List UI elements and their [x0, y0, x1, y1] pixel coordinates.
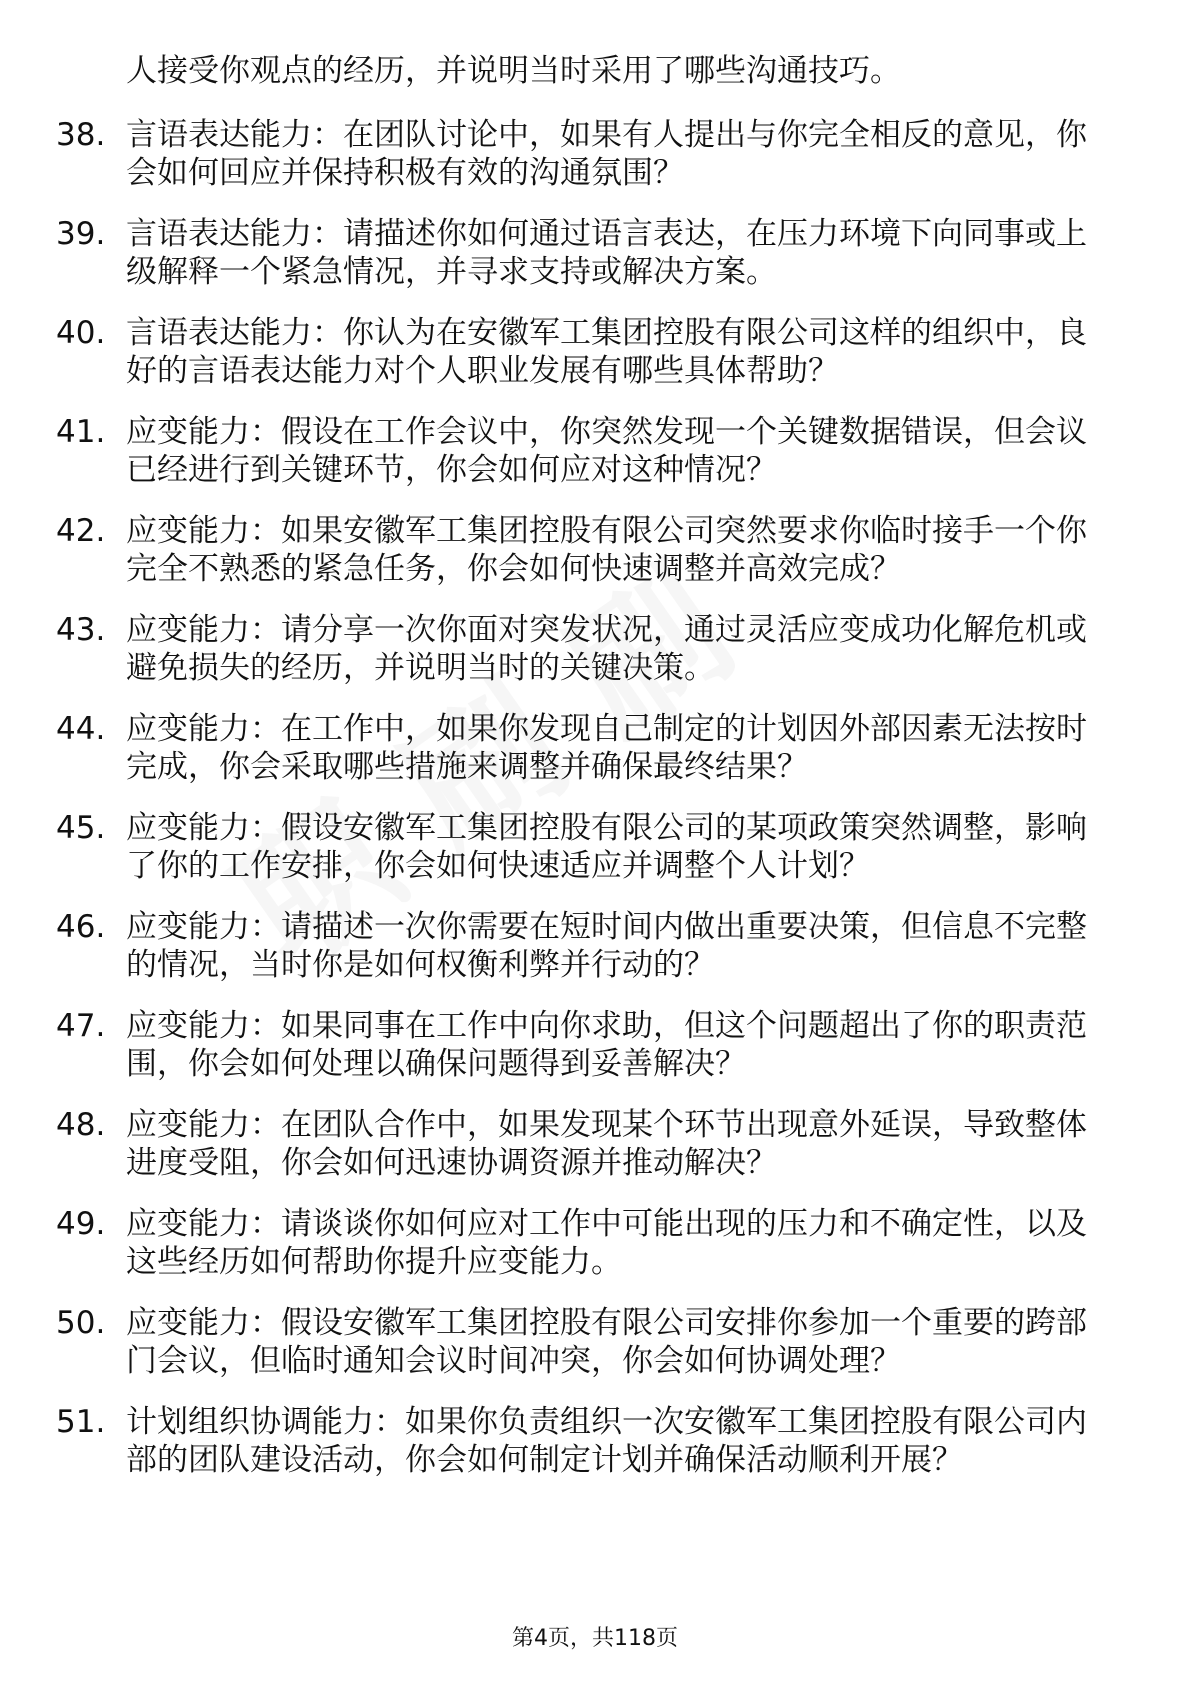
- item-text: 应变能力：假设安徽军工集团控股有限公司的某项政策突然调整，影响了你的工作安排，你会如何快速适应并调整个人计划？: [126, 810, 1087, 884]
- continuation-text: 人接受你观点的经历，并说明当时采用了哪些沟通技巧。: [126, 53, 901, 89]
- item-text: 应变能力：在工作中，如果你发现自己制定的计划因外部因素无法按时完成，你会采取哪些措施来调整并确保最终结果？: [126, 711, 1087, 785]
- item-number: 49.: [56, 1206, 106, 1242]
- item-number: 42.: [56, 513, 106, 549]
- item-number: 39.: [56, 216, 106, 252]
- list-item: [56, 512, 1116, 588]
- item-text: 言语表达能力：请描述你如何通过语言表达，在压力环境下向同事或上级解释一个紧急情况，并寻求支持或解决方案。: [126, 216, 1087, 290]
- item-text: 应变能力：如果安徽军工集团控股有限公司突然要求你临时接手一个你完全不熟悉的紧急任务，你会如何快速调整并高效完成？: [126, 513, 1087, 587]
- list-item: [56, 1007, 1116, 1083]
- item-number: 44.: [56, 711, 106, 747]
- item-number: 40.: [56, 315, 106, 351]
- item-text: 应变能力：假设在工作会议中，你突然发现一个关键数据错误，但会议已经进行到关键环节，你会如何应对这种情况？: [126, 414, 1087, 488]
- item-text: 应变能力：假设安徽军工集团控股有限公司安排你参加一个重要的跨部门会议，但临时通知会议时间冲突，你会如何协调处理？: [126, 1305, 1087, 1379]
- item-number: 46.: [56, 909, 106, 945]
- item-number: 48.: [56, 1107, 106, 1143]
- item-text: 应变能力：在团队合作中，如果发现某个环节出现意外延误，导致整体进度受阻，你会如何迅速协调资源并推动解决？: [126, 1107, 1087, 1181]
- item-number: 51.: [56, 1404, 106, 1440]
- item-text: 应变能力：请谈谈你如何应对工作中可能出现的压力和不确定性，以及这些经历如何帮助你提升应变能力。: [126, 1206, 1087, 1280]
- item-number: 47.: [56, 1008, 106, 1044]
- list-item: [56, 413, 1116, 489]
- list-item: [56, 1304, 1116, 1380]
- item-text: 言语表达能力：你认为在安徽军工集团控股有限公司这样的组织中，良好的言语表达能力对个人职业发展有哪些具体帮助？: [126, 315, 1087, 389]
- item-number: 41.: [56, 414, 106, 450]
- list-item: [56, 314, 1116, 390]
- item-number: 38.: [56, 117, 106, 153]
- item-number: 50.: [56, 1305, 106, 1341]
- list-item: [56, 908, 1116, 984]
- item-text: 言语表达能力：在团队讨论中，如果有人提出与你完全相反的意见，你会如何回应并保持积极有效的沟通氛围？: [126, 117, 1087, 191]
- list-item: [56, 611, 1116, 687]
- item-number: 45.: [56, 810, 106, 846]
- item-text: 计划组织协调能力：如果你负责组织一次安徽军工集团控股有限公司内部的团队建设活动，你会如何制定计划并确保活动顺利开展？: [126, 1404, 1087, 1478]
- item-number: 43.: [56, 612, 106, 648]
- question-list: [56, 52, 1116, 1502]
- list-item: [56, 1403, 1116, 1479]
- list-item: [56, 809, 1116, 885]
- page-number-footer: 第4页，共118页: [512, 1626, 678, 1651]
- list-item: [56, 116, 1116, 192]
- item-text: 应变能力：请分享一次你面对突发状况，通过灵活应变成功化解危机或避免损失的经历，并说明当时的关键决策。: [126, 612, 1087, 686]
- list-item: [56, 215, 1116, 291]
- list-item: [56, 1106, 1116, 1182]
- item-text: 应变能力：请描述一次你需要在短时间内做出重要决策，但信息不完整的情况，当时你是如何权衡利弊并行动的？: [126, 909, 1087, 983]
- item-text: 应变能力：如果同事在工作中向你求助，但这个问题超出了你的职责范围，你会如何处理以确保问题得到妥善解决？: [126, 1008, 1087, 1082]
- list-item: [56, 1205, 1116, 1281]
- list-item: [56, 710, 1116, 786]
